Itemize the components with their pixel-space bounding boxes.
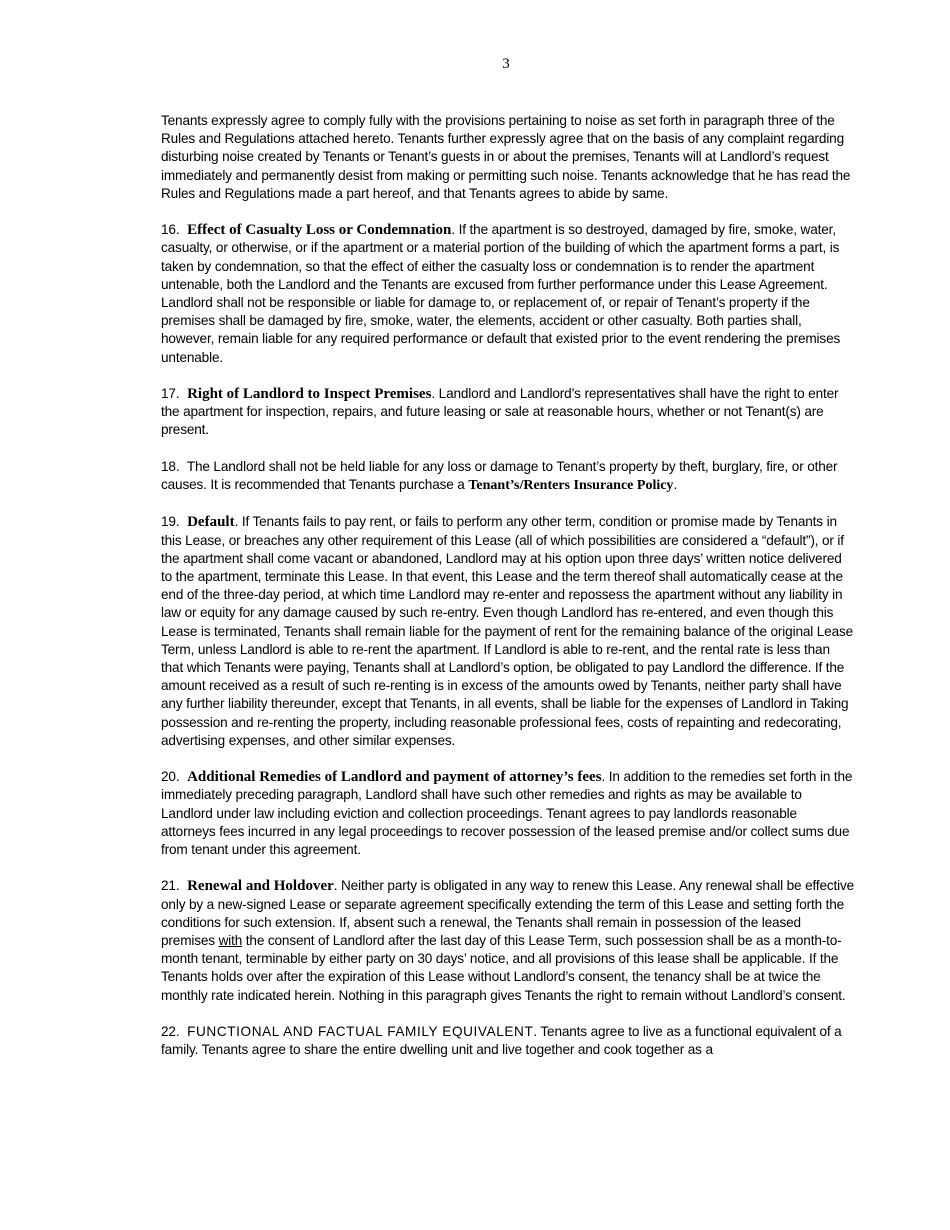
paragraph-21-renewal — [161, 877, 855, 1004]
paragraph-20-remedies — [161, 768, 855, 859]
paragraph-text: . In addition to the remedies set forth in the immediately preceding paragraph, Landlord shall have such other remedies and rights as may be available to Landlord under law including eviction and collection proceedings. Tenant agrees to pay landlords reasonable attorneys fees incurred in any legal proceedings to recover possession of the leased premise and/or collect sums due from tenant under this agreement. — [161, 769, 853, 858]
paragraph-19-default — [161, 513, 855, 750]
paragraph-text-end: the consent of Landlord after the last day of this Lease Term, such possession shall be as a month-to-month tenant, terminable by either party on 30 days’ notice, and all provisions of this lease shall be applicable. If the Tenants holds over after the expiration of this Lease without Landlord’s consent, the tenancy shall be at twice the monthly rate indicated herein. Nothing in this paragraph gives Tenants the right to remain without Landlord’s consent. — [161, 933, 846, 1003]
underlined-word: with — [218, 933, 243, 949]
paragraph-number: 20. — [161, 769, 180, 785]
paragraph-number: 21. — [161, 878, 180, 894]
paragraph-noise — [161, 112, 855, 203]
paragraph-text: . If Tenants fails to pay rent, or fails to perform any other term, condition or promise made by Tenants in this Lease, or breaches any other requirement of this Lease (all of which possibilities are considered a “default”), or if the apartment shall come vacant or abandoned, Landlord may at his option upon three days’ written notice delivered to the apartment, terminate this Lease. In that event, this Lease and the term thereof shall automatically cease at the end of the three-day period, at which time Landlord may re-enter and repossess the apartment without any liability in law or equity for any damage caused by such re-entry. Even though Landlord has re-entered, and even though this Lease is terminated, Tenants shall remain liable for the payment of rent for the remaining balance of the original Lease Term, unless Landlord is able to re-rent the apartment. If Landlord is able to re-rent, and the rental rate is less than that which Tenants were paying, Tenants shall at Landlord’s option, be obligated to pay Landlord the difference. If the amount received as a result of such re-renting is in excess of the amounts owed by Tenants, neither party shall have any further liability thereunder, except that Tenants, in all events, shall be liable for the expenses of Landlord in Taking possession and re-renting the property, including reasonable professional fees, costs of repainting and redecorating, advertising expenses, and other similar expenses. — [161, 514, 854, 748]
paragraph-number: 16. — [161, 222, 180, 238]
paragraph-17-inspect — [161, 385, 855, 440]
paragraph-heading: Right of Landlord to Inspect Premises — [187, 386, 432, 403]
lease-body — [161, 112, 855, 1078]
page-number: 3 — [502, 56, 510, 72]
paragraph-text: . If the apartment is so destroyed, damaged by fire, smoke, water, casualty, or otherwise, or if the apartment or a material portion of the building of which the apartment forms a part, is taken by condemnation, so that the effect of either the casualty loss or condemnation is to render the apartment untenable, both the Landlord and the Tenants are excused from further performance under this Lease Agreement. Landlord shall not be responsible or liable for damage to, or replacement of, or repair of Tenant’s property if the premises shall be damaged by fire, smoke, water, the elements, accident or other casualty. Both parties shall, however, remain liable for any required performance or default that existed prior to the event rendering the premises untenable. — [161, 222, 841, 365]
paragraph-text: Tenants expressly agree to comply fully with the provisions pertaining to noise as set forth in paragraph three of the Rules and Regulations attached hereto. Tenants further expressly agree that on the basis of any complaint regarding disturbing noise created by Tenants or Tenant’s guests in or about the premises, Tenants will at Landlord’s request immediately and permanently desist from making or permitting such noise. Tenants acknowledge that he has read the Rules and Regulations made a part hereof, and that Tenants agrees to abide by same. — [161, 113, 851, 201]
paragraph-18-liability — [161, 458, 855, 495]
paragraph-heading: Renewal and Holdover — [187, 878, 334, 895]
paragraph-heading: FUNCTIONAL AND FACTUAL FAMILY EQUIVALENT — [187, 1024, 534, 1040]
paragraph-heading: Additional Remedies of Landlord and payment of attorney’s fees — [187, 769, 602, 786]
paragraph-number: 22. — [161, 1024, 180, 1040]
paragraph-number: 18. — [161, 458, 180, 474]
paragraph-number: 19. — [161, 514, 180, 530]
paragraph-number: 17. — [161, 386, 180, 402]
paragraph-22-family — [161, 1023, 855, 1059]
paragraph-text: . Tenants agree to live as a functional equivalent of a family. Tenants agree to share the entire dwelling unit and live together and cook together as a — [161, 1024, 842, 1058]
paragraph-text-end: . — [673, 477, 678, 493]
paragraph-text: . Landlord and Landlord’s representatives shall have the right to enter the apartment for inspection, repairs, and future leasing or sale at reasonable hours, whether or not Tenant(s) are present. — [161, 386, 839, 438]
paragraph-text: . Neither party is obligated in any way to renew this Lease. Any renewal shall be effective only by a new-signed Lease or separate agreement specifically extending the term of this Lease and setting forth the conditions for such extension. If, absent such a renewal, the Tenants shall remain in possession of the leased premises — [161, 878, 855, 949]
paragraph-heading: Default — [187, 514, 235, 531]
paragraph-heading: Effect of Casualty Loss or Condemnation — [187, 222, 452, 239]
paragraph-16-casualty — [161, 221, 855, 367]
insurance-policy-emphasis: Tenant’s/Renters Insurance Policy — [468, 478, 674, 494]
paragraph-text: The Landlord shall not be held liable for any loss or damage to Tenant’s property by theft, burglary, fire, or other causes. It is recommended that Tenants purchase a — [161, 458, 838, 493]
